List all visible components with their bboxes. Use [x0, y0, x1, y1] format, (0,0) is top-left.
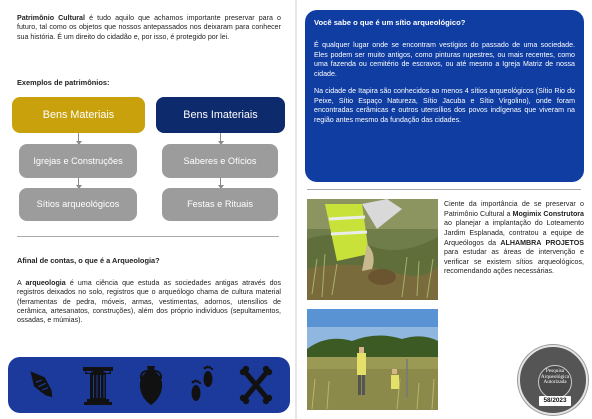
info-partner: ALHAMBRA PROJETOS	[500, 238, 584, 247]
immaterial-item-crafts: Saberes e Ofícios	[162, 144, 278, 178]
crossed-bones-icon	[238, 365, 274, 405]
seal-line-2: Arqueológica	[540, 373, 570, 380]
right-divider	[307, 189, 581, 190]
arrow-immaterial-1	[220, 133, 221, 142]
seal-line-3: Autorizada	[543, 379, 567, 386]
column-icon	[80, 364, 116, 406]
fieldwork-photo-1	[307, 199, 438, 300]
archaeology-paragraph	[17, 279, 281, 326]
seal-line-1: Pesquisa	[545, 368, 565, 374]
section-divider	[17, 236, 279, 237]
immaterial-goods-box: Bens Imateriais	[156, 97, 285, 133]
right-page	[297, 0, 592, 419]
site-box-paragraph-1: É qualquer lugar onde se encontram vestígios do passado de uma sociedade. Eles podem ser muito antigos, como pinturas rupestres, ou mais recentes, como uma fazenda ou cemitério de escravos, ou até mesmo a Igreja Matriz de nossa cidade.	[314, 41, 575, 78]
examples-heading: Exemplos de patrimônios:	[17, 78, 110, 87]
intro-text: é tudo aquilo que achamos importante preservar para o futuro, tal como os objetos que nossos antepassados nos deixaram para conhecer sua história. É um direito do cidadão e, por isso, é protegido por lei.	[17, 14, 281, 41]
archaeology-term: arqueologia	[25, 279, 66, 287]
info-text-3: para estudar as áreas de intervenção e verificar se existem sítios arqueológicos, recomendando ações necessárias.	[444, 248, 584, 276]
spearhead-icon	[24, 365, 60, 405]
intro-paragraph	[17, 14, 281, 42]
left-page	[0, 0, 295, 419]
immaterial-item-festivals: Festas e Rituais	[162, 188, 278, 221]
info-company: Mogimix Construtora	[512, 209, 584, 218]
artifact-icon-bar	[8, 357, 290, 413]
arrow-material-2	[78, 178, 79, 186]
material-item-sites: Sítios arqueológicos	[19, 188, 137, 221]
intro-term: Patrimônio Cultural	[17, 14, 85, 22]
arrow-immaterial-2	[220, 178, 221, 186]
archaeology-heading: Afinal de contas, o que é a Arqueologia?	[17, 256, 160, 265]
footprints-icon	[186, 364, 218, 406]
amphora-icon	[136, 363, 166, 407]
archaeology-lead: A	[17, 279, 26, 287]
site-box-paragraph-2: Na cidade de Itapira são conhecidos ao menos 4 sítios arqueológicos (Sítio Rio do Peixe, Sítio Espaço Natureza, Sítio Jacuba e Sítio Virgolino), onde foram encontradas cerâmicas e outros utensílios dos povos indígenas que viveram na região antes mesmo da fundação das cidades.	[314, 87, 575, 124]
site-box-heading: Você sabe o que é um sítio arqueológico?	[314, 18, 466, 27]
archaeology-text: é uma ciência que estuda as sociedades antigas através dos registros deixados no solo, registros que o arqueólogo chama de cultura material (ferramentas de pedra, móveis, armas, vestimentas, adornos, utensílios de cerâmica, artesanatos, construções), além dos próprio indivíduos (sepultamentos, ossadas, e múmias).	[17, 279, 282, 325]
info-text-2: ao planejar a implantação do Loteamento Jardim Esplanada, contratou a equipe de Arqueólogos da	[444, 219, 584, 247]
construction-info-paragraph	[444, 200, 584, 277]
archaeological-site-box	[305, 10, 584, 182]
fieldwork-photo-2	[307, 309, 438, 410]
arrow-material-1	[78, 133, 79, 142]
seal-number: 58/2023	[539, 396, 571, 406]
material-goods-box: Bens Materiais	[12, 97, 145, 133]
material-item-buildings: Igrejas e Construções	[19, 144, 137, 178]
seal-caption	[530, 369, 580, 386]
authorization-seal	[518, 345, 588, 415]
info-text-1: Ciente da importância de se preservar o Patrimônio Cultural a	[444, 200, 584, 218]
